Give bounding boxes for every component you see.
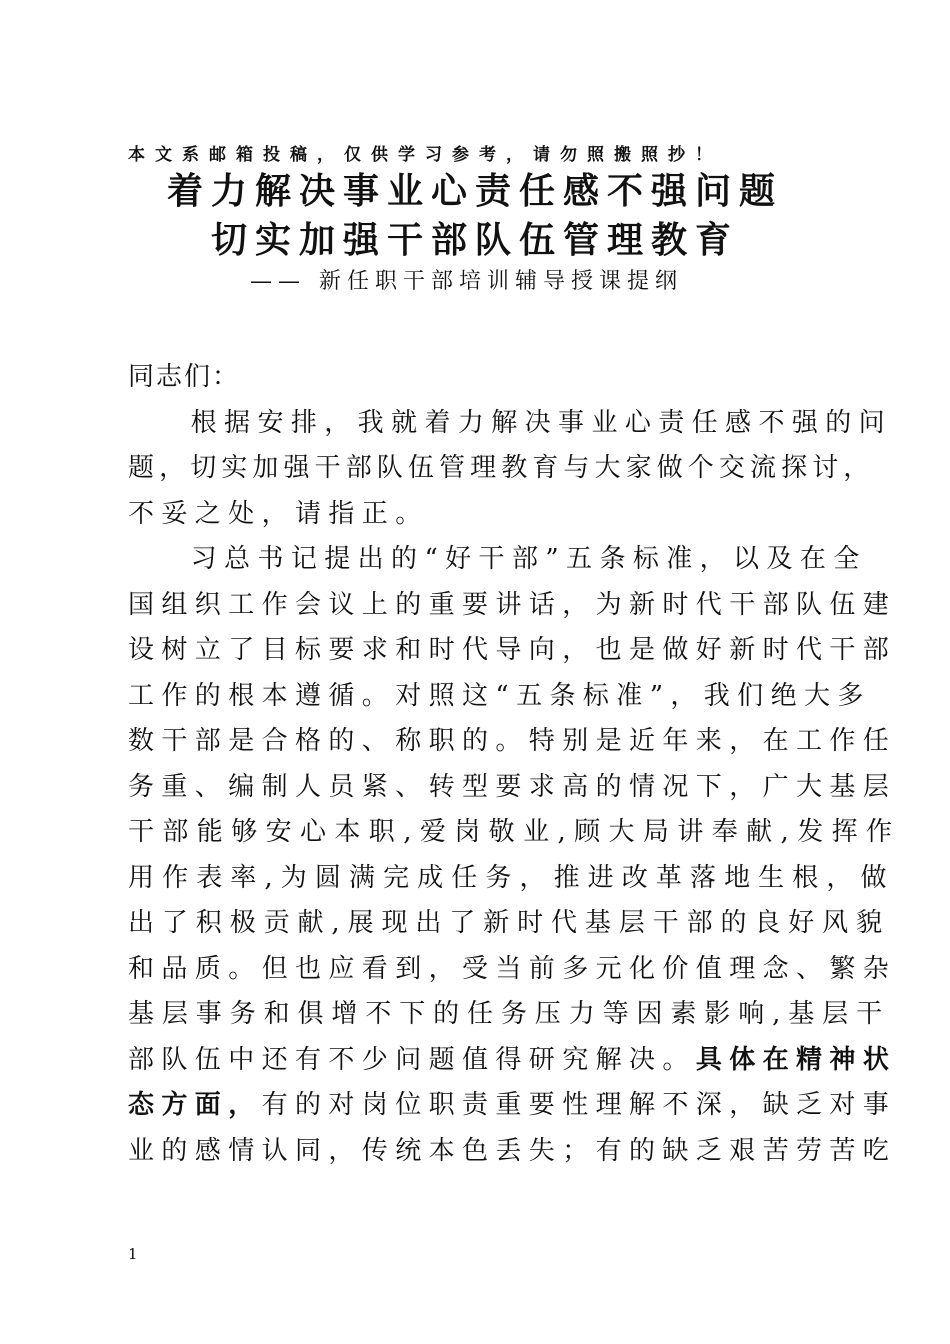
body-text-segment: 不妥之处，请指正。 [128,498,429,529]
body-line [128,674,871,720]
subtitle: —— 新任职干部培训辅导授课提纲 [250,269,683,294]
body-text-segment: 用作表率,为圆满完成任务，推进改革落地生根，做 [128,862,895,893]
body-text-segment: 干部能够安心本职,爱岗敬业,顾大局讲奉献,发挥作 [128,817,901,847]
page-number: 1 [128,1245,138,1263]
submission-notice: 本文系邮箱投稿，仅供学习参考，请勿照搬照抄！ [128,145,722,165]
body-line [128,628,897,674]
body-text-segment: 业的感情认同，传统本色丢失；有的缺乏艰苦劳苦吃 [128,1135,897,1166]
body-text-segment: 工作的根本遵循。对照这“五条标准”，我们绝大多 [128,680,871,711]
body-text-bold-segment: 具体在精神状 [695,1044,897,1075]
body-line [128,401,893,447]
body-line [128,446,875,492]
body-line [128,765,897,811]
body-line [128,947,897,993]
body-line [128,1083,897,1129]
body-text-segment: 题，切实加强干部队伍管理教育与大家做个交流探讨， [128,453,875,483]
body-text-segment: 习总书记提出的“好干部”五条标准，以及在全 [128,544,867,574]
body-text-bold-segment: 态方面， [128,1090,262,1120]
body-line [128,537,867,583]
body-line [128,583,897,629]
body-text-segment: 根据安排，我就着力解决事业心责任感不强的问 [128,407,893,438]
body-text-segment: 国组织工作会议上的重要讲话，为新时代干部队伍建 [128,589,897,620]
body-text-segment: 设树立了目标要求和时代导向，也是做好新时代干部 [128,635,897,665]
body-line [128,492,828,538]
body-text-segment: 和品质。但也应看到，受当前多元化价值理念、繁杂 [128,953,897,984]
title-line-1: 着力解决事业心责任感不强问题 [166,170,783,212]
body-line [128,856,895,902]
body-text [128,355,901,1174]
body-text-segment: 同志们： [128,362,241,392]
body-line [128,355,828,401]
body-text-segment: 出了积极贡献,展现出了新时代基层干部的良好风貌 [128,908,890,938]
body-text-segment: 有的对岗位职责重要性理解不深，缺乏对事 [261,1090,897,1120]
body-text-segment: 务重、编制人员紧、转型要求高的情况下，广大基层 [128,771,897,802]
body-line [128,719,897,765]
body-text-segment: 数干部是合格的、称职的。特别是近年来，在工作任 [128,726,897,756]
body-line [128,1129,897,1175]
body-text-segment: 基层事务和俱增不下的任务压力等因素影响,基层干 [128,999,890,1029]
body-line [128,901,890,947]
title-line-2: 切实加强干部队伍管理教育 [210,219,739,261]
body-line [128,810,901,856]
body-line [128,992,890,1038]
body-line [128,1038,897,1084]
body-text-segment: 部队伍中还有不少问题值得研究解决。 [128,1044,696,1075]
